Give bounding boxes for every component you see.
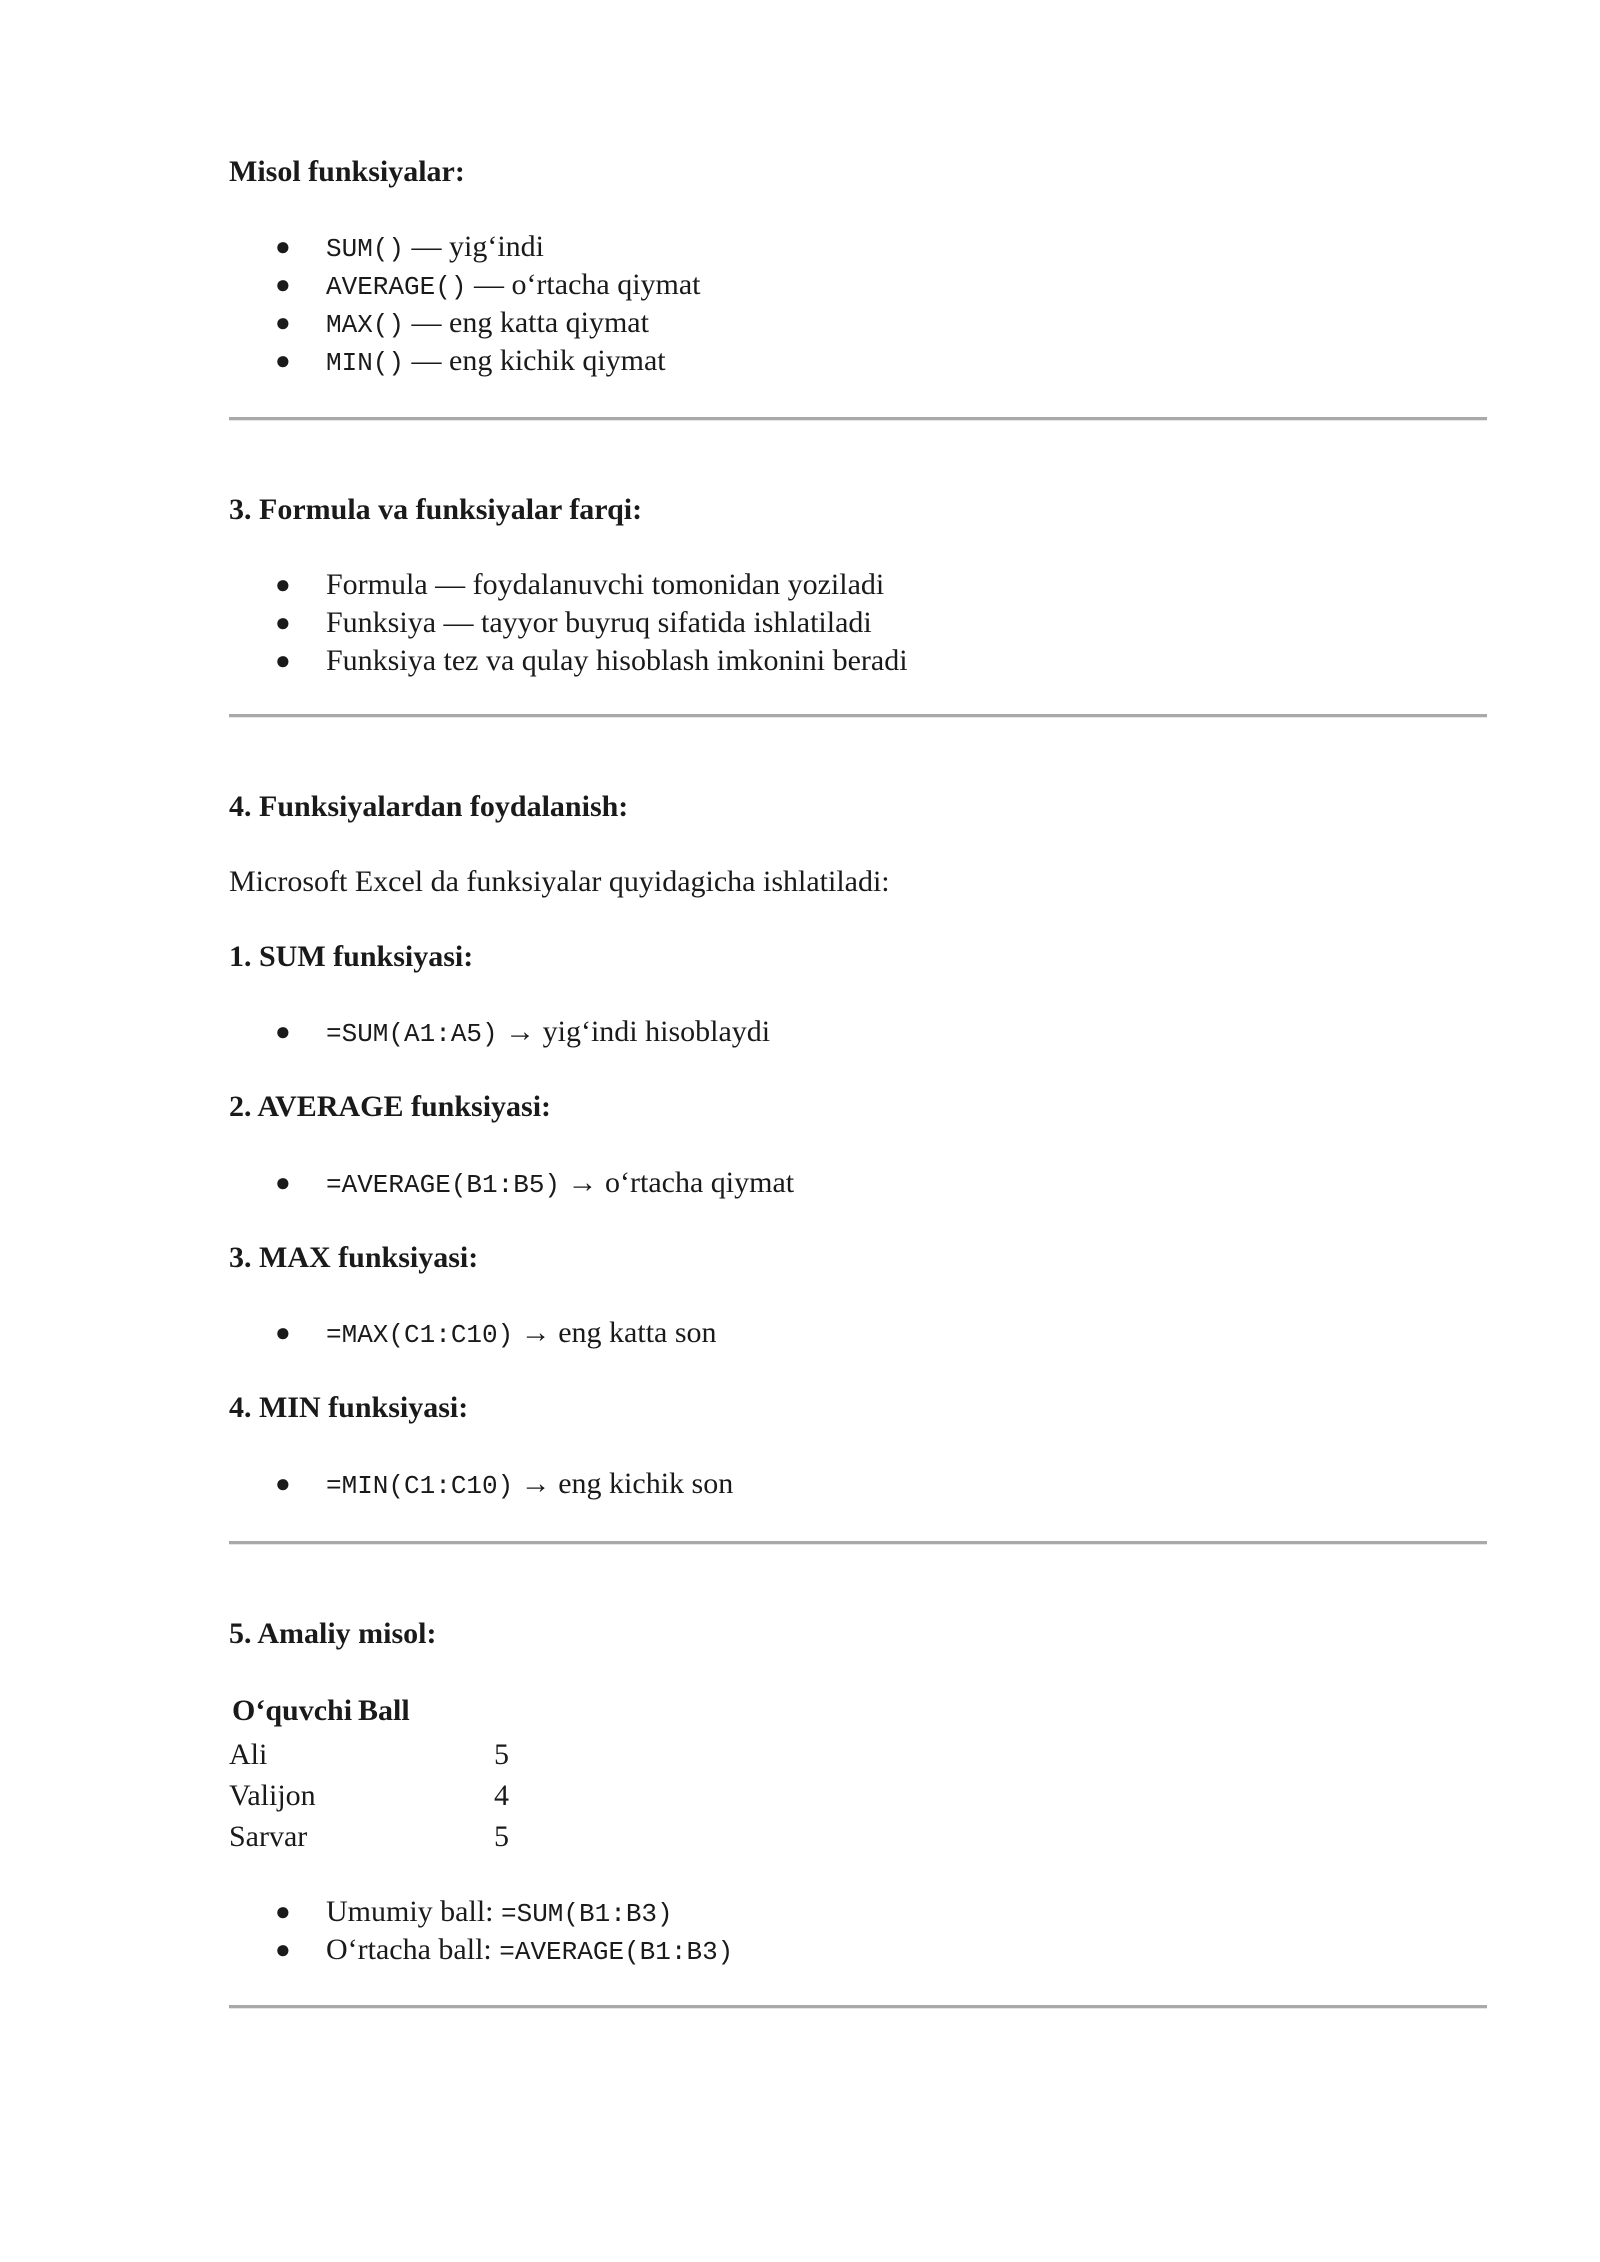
list-item: ● =AVERAGE(B1:B5) → o‘rtacha qiymat xyxy=(275,1166,795,1200)
bullet-icon: ● xyxy=(275,1897,291,1926)
table-cell: 5 xyxy=(494,1738,510,1771)
min-list xyxy=(229,1465,733,1503)
section-3-list xyxy=(229,566,908,680)
average-heading: 2. AVERAGE funksiyasi: xyxy=(229,1090,552,1123)
table-row xyxy=(229,1775,509,1816)
bullet-icon: ● xyxy=(275,570,291,599)
table-cell: 5 xyxy=(494,1820,510,1853)
section-4-intro: Microsoft Excel da funksiyalar quyidagicha ishlatiladi: xyxy=(229,865,890,898)
table-header-cell: Ball xyxy=(358,1694,410,1727)
sum-heading: 1. SUM funksiyasi: xyxy=(229,940,474,973)
table-row xyxy=(229,1734,509,1775)
horizontal-rule xyxy=(229,417,1487,421)
list-item: ● Funksiya tez va qulay hisoblash imkonini beradi xyxy=(229,642,908,680)
examples-heading: Misol funksiyalar: xyxy=(229,155,465,188)
list-item: ● =MIN(C1:C10) → eng kichik son xyxy=(275,1467,734,1501)
section-3-heading: 3. Formula va funksiyalar farqi: xyxy=(229,493,643,526)
sum-list xyxy=(229,1013,770,1051)
bullet-icon: ● xyxy=(275,270,291,299)
table-cell: 4 xyxy=(494,1779,510,1812)
min-heading: 4. MIN funksiyasi: xyxy=(229,1391,469,1424)
bullet-icon: ● xyxy=(275,308,291,337)
max-list xyxy=(229,1314,717,1352)
table-cell: Sarvar xyxy=(229,1820,308,1853)
max-heading: 3. MAX funksiyasi: xyxy=(229,1241,479,1274)
list-item: ● =SUM(A1:A5) → yig‘indi hisoblaydi xyxy=(275,1015,771,1049)
list-item: ● MIN() — eng kichik qiymat xyxy=(275,344,666,378)
table-cell: Ali xyxy=(229,1738,268,1771)
bullet-icon: ● xyxy=(275,1935,291,1964)
average-list xyxy=(229,1164,794,1202)
scores-table xyxy=(229,1688,509,1857)
section-4-heading: 4. Funksiyalardan foydalanish: xyxy=(229,790,629,823)
list-item: ● Funksiya — tayyor buyruq sifatida ishlatiladi xyxy=(229,604,908,642)
bullet-icon: ● xyxy=(275,346,291,375)
table-row xyxy=(229,1816,509,1857)
bullet-icon: ● xyxy=(275,646,291,675)
section-5-heading: 5. Amaliy misol: xyxy=(229,1617,437,1650)
horizontal-rule xyxy=(229,2005,1487,2009)
list-item: ● O‘rtacha ball: =AVERAGE(B1:B3) xyxy=(275,1933,734,1967)
bullet-icon: ● xyxy=(275,1318,291,1347)
horizontal-rule xyxy=(229,714,1487,718)
list-item: ● =MAX(C1:C10) → eng katta son xyxy=(275,1316,717,1350)
table-cell: Valijon xyxy=(229,1779,316,1812)
table-header-row xyxy=(229,1688,509,1734)
bullet-icon: ● xyxy=(275,1017,291,1046)
bullet-icon: ● xyxy=(275,1168,291,1197)
bullet-icon: ● xyxy=(275,1469,291,1498)
section-5-list xyxy=(229,1893,733,1969)
list-item: ● Formula — foydalanuvchi tomonidan yoziladi xyxy=(229,566,908,604)
list-item: ● AVERAGE() — o‘rtacha qiymat xyxy=(275,268,701,302)
bullet-icon: ● xyxy=(275,608,291,637)
list-item: ● MAX() — eng katta qiymat xyxy=(275,306,649,340)
list-item: ● Umumiy ball: =SUM(B1:B3) xyxy=(275,1895,673,1929)
horizontal-rule xyxy=(229,1541,1487,1545)
bullet-icon: ● xyxy=(275,232,291,261)
examples-list xyxy=(229,228,701,380)
list-item: ● SUM() — yig‘indi xyxy=(275,230,545,264)
table-header-cell: O‘quvchi xyxy=(232,1694,353,1727)
